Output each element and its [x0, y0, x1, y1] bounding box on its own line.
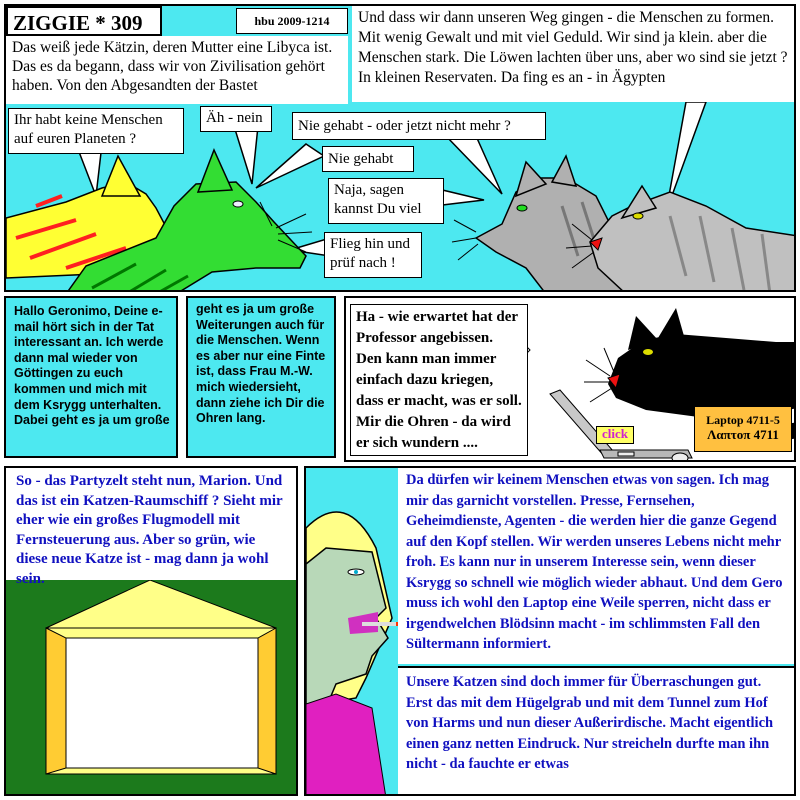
email-text-col2: geht es ja um große Weiterungen auch für die Menschen. Wenn es aber nur eine Finte ist, dass Frau M.-W. mich wiedersieht, dann ziehe ich Dir die Ohren lang. [196, 302, 326, 426]
grey-cat-left [452, 156, 626, 292]
laptop-label-line2: Λαπτοπ 4711 [707, 427, 779, 442]
speech-bubble-green-cat-1: Äh - nein [200, 106, 272, 132]
strip-title: ZIGGIE * 309 [6, 6, 162, 36]
speech-bubble-green-cat-2: Nie gehabt [322, 146, 414, 172]
caption-woman-bottom: Unsere Katzen sind doch immer für Überraschungen gut. Erst das mit dem Hügelgrab und mit dem Tunnel zum Hof von Harms und nun dieser Außerirdische. Macht eigentlich einen ganz netten Eindruck. Nur streicheln durfte man ihn nicht - da fauchte er etwas [398, 666, 796, 796]
panel-2-email-right [186, 296, 336, 458]
speech-bubble-grey-naja: Naja, sagen kannst Du viel [328, 178, 444, 224]
speech-bubble-green-cat-3: Flieg hin und prüf nach ! [324, 232, 422, 278]
panel-2-email-left [4, 296, 178, 458]
panel-1 [4, 4, 796, 292]
click-button[interactable]: click [596, 426, 634, 444]
panel-3-tent [4, 466, 298, 796]
author-date: hbu 2009-1214 [236, 8, 348, 34]
caption-top-left: Das weiß jede Kätzin, deren Mutter eine Libyca ist. Das es da begann, dass wir von Zivilisation gehört haben. Von den Abgesandten der Bastet [6, 36, 348, 104]
caption-woman-top: Da dürfen wir keinem Menschen etwas von sagen. Ich mag mir das garnicht vorstellen. Presse, Fernsehen, Geheimdienste, Agenten - die werden hier die ganze Gegend auf den Kopf stellen. Wir werden unseres Lebens nicht mehr froh. Es kann nur in unserem Interesse sein, wenn dieser Ksrygg so schnell wie möglich wieder abhaut. Und dem Gero muss ich wohl den Laptop eine Weile sperren, nicht dass er irgendwelchen Blödsinn macht - im schlimmsten Fall den Sültermann informiert. [398, 468, 796, 664]
panel-3-woman [304, 466, 796, 796]
speech-bubble-grey-question: Nie gehabt - oder jetzt nicht mehr ? [292, 112, 546, 140]
speech-bubble-yellow-cat: Ihr habt keine Menschen auf euren Planeten ? [8, 108, 184, 154]
laptop-label-line1: Laptop 4711-5 [706, 413, 780, 427]
caption-top-right: Und dass wir dann unseren Weg gingen - die Menschen zu formen. Mit wenig Gewalt und mit viel Geduld. Wir sind ja klein. aber die Menschen stark. Die Löwen lachten über uns, aber wo sind sie jetzt ? In kleinen Reservaten. Da fing es an - in Ägypten [352, 6, 796, 102]
speech-bubble-cat: Ha - wie erwartet hat der Professor angebissen. Den kann man immer einfach dazu kriegen, dass er macht, was er soll. Mir die Ohren - da wird er sich wundern .... [350, 304, 528, 456]
panel-2-cat-laptop [344, 296, 796, 462]
laptop-label [694, 406, 792, 452]
caption-marion: So - das Partyzelt steht nun, Marion. Und das ist ein Katzen-Raumschiff ? Sieht mir eher wie ein großes Flugmodell mit Fernsteuerung aus. Aber so grün, wie diese neue Katze ist - mag dann ja wohl sein. [6, 468, 298, 580]
email-text-col1: Hallo Geronimo, Deine e-mail hört sich in der Tat interessant an. Ich werde dann mal wieder von Göttingen zu euch kommen und mich mit dem Ksrygg unterhalten. Dabei geht es ja um große [14, 304, 170, 428]
